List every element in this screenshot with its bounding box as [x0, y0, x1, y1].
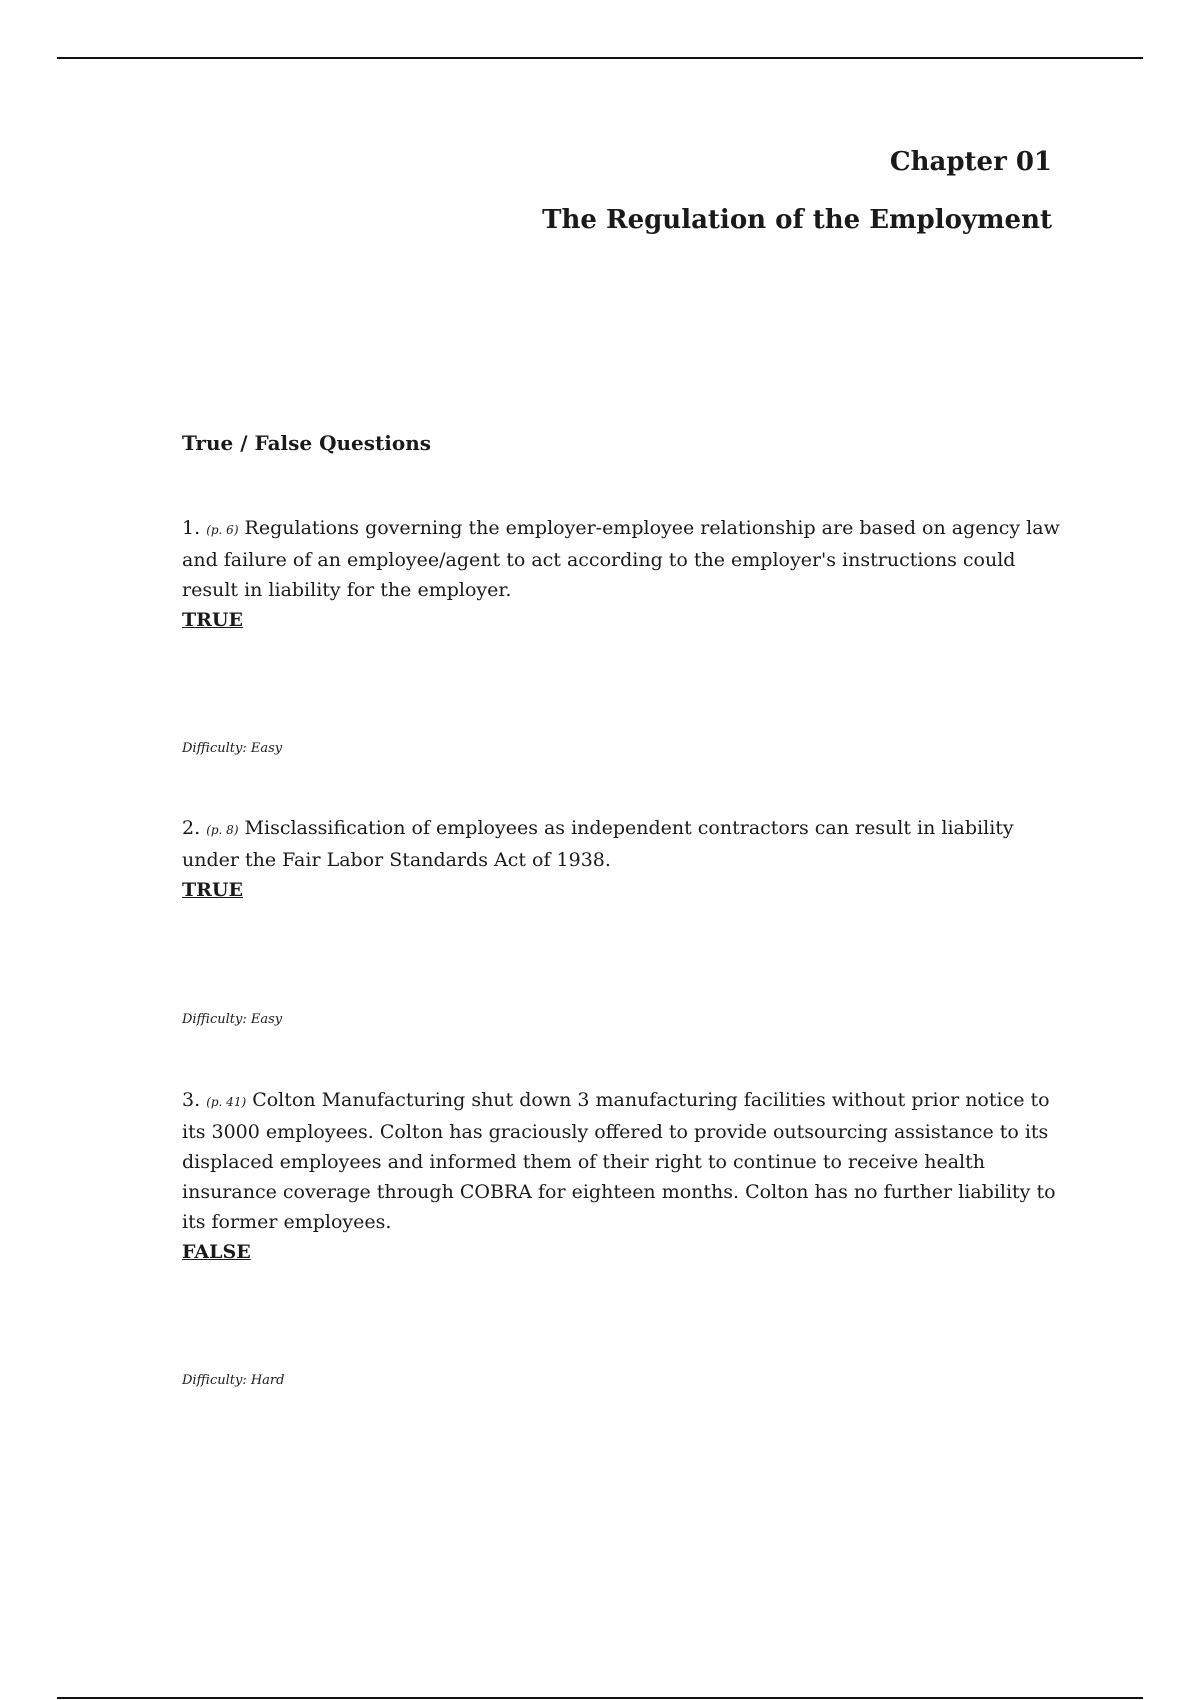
question-2-text: [182, 813, 1062, 875]
question-3-page-ref: (p. 41): [206, 1095, 247, 1109]
question-3: [182, 1085, 1062, 1267]
question-1: [182, 513, 1062, 635]
chapter-number: Chapter 01: [889, 147, 1052, 177]
question-2-answer: TRUE: [182, 879, 243, 901]
bottom-rule: [57, 1697, 1143, 1699]
question-1-difficulty: Difficulty: Easy: [182, 741, 283, 756]
question-3-number: 3.: [182, 1089, 201, 1111]
chapter-title: The Regulation of the Employment: [542, 205, 1052, 235]
question-2-page-ref: (p. 8): [206, 823, 239, 837]
question-3-body: Colton Manufacturing shut down 3 manufacturing facilities without prior notice to its 3000 employees. Colton has graciously offered to provide outsourcing assistance to its displaced employees and informed them of their right to continue to receive health insurance coverage through COBRA for eighteen months. Colton has no further liability to its former employees.: [182, 1089, 1056, 1233]
question-1-answer: TRUE: [182, 609, 243, 631]
question-1-body: Regulations governing the employer-employee relationship are based on agency law and failure of an employee/agent to act according to the employer's instructions could result in liability for the employer.: [182, 517, 1060, 601]
question-1-text: [182, 513, 1062, 605]
top-rule: [57, 57, 1143, 59]
question-1-number: 1.: [182, 517, 201, 539]
section-heading: True / False Questions: [182, 431, 431, 455]
question-1-page-ref: (p. 6): [206, 523, 239, 537]
question-2-body: Misclassification of employees as independent contractors can result in liability under the Fair Labor Standards Act of 1938.: [182, 817, 1014, 871]
question-3-difficulty: Difficulty: Hard: [182, 1373, 285, 1388]
question-2: [182, 813, 1062, 905]
question-3-answer: FALSE: [182, 1241, 251, 1263]
question-2-number: 2.: [182, 817, 201, 839]
question-3-text: [182, 1085, 1062, 1237]
question-2-difficulty: Difficulty: Easy: [182, 1012, 283, 1027]
